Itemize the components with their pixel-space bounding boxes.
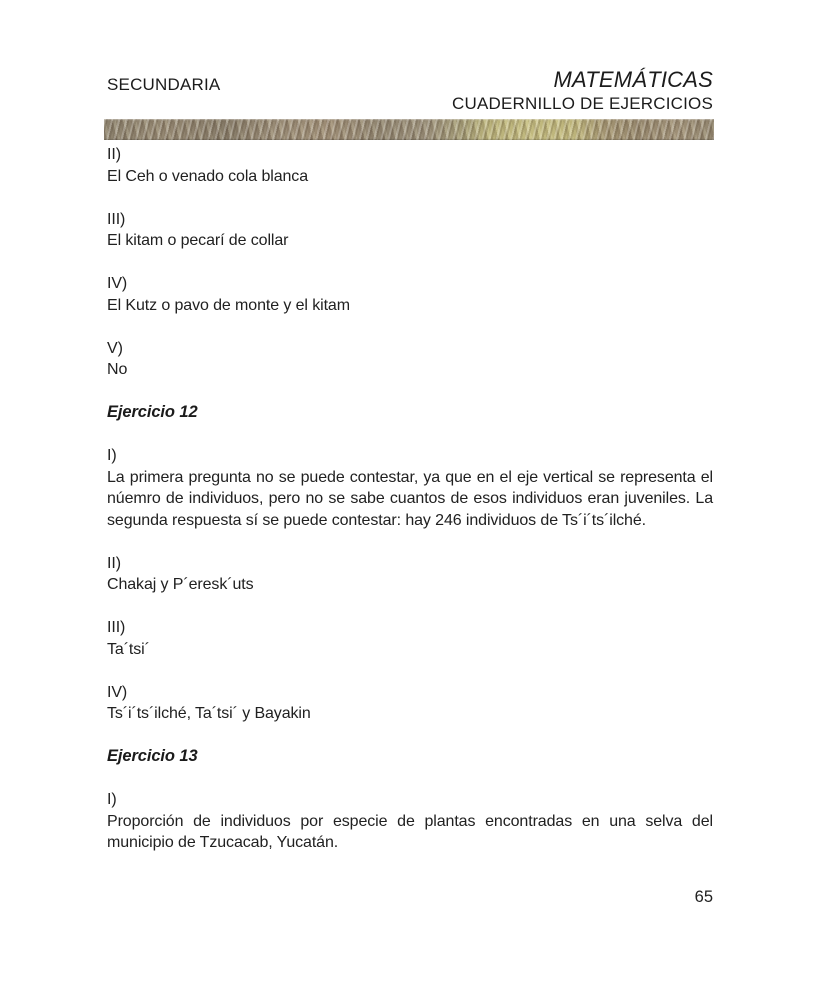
stone-texture-banner bbox=[104, 119, 714, 140]
answer-item-text: El Kutz o pavo de monte y el kitam bbox=[107, 296, 350, 314]
answer-item-label: II) bbox=[107, 554, 121, 572]
answer-item-label: I) bbox=[107, 791, 117, 808]
answer-item-label: IV) bbox=[107, 683, 128, 701]
exercise-13-answer-i bbox=[107, 789, 713, 854]
answer-item-iii bbox=[107, 209, 713, 252]
answer-item-text: Ts´i´ts´ilché, Ta´tsi´ y Bayakin bbox=[107, 705, 311, 722]
exercise-12-heading: Ejercicio 12 bbox=[107, 403, 198, 421]
answer-item-label: V) bbox=[107, 339, 123, 357]
subject-title: MATEMÁTICAS bbox=[553, 67, 713, 92]
answer-item-v bbox=[107, 338, 713, 381]
course-level-title: SECUNDARIA bbox=[107, 75, 221, 94]
answer-item-label: III) bbox=[107, 619, 126, 636]
answer-item-ii bbox=[107, 144, 713, 187]
answer-item-iv bbox=[107, 273, 713, 316]
answer-item-label: III) bbox=[107, 210, 126, 228]
exercise-12-answer-iv bbox=[107, 682, 713, 725]
answer-item-text: No bbox=[107, 361, 128, 378]
answer-item-text: El Ceh o venado cola blanca bbox=[107, 167, 308, 185]
answer-item-text: Ta´tsi´ bbox=[107, 640, 150, 658]
answer-item-label: I) bbox=[107, 447, 117, 464]
answer-item-label: II) bbox=[107, 146, 121, 163]
answer-item-text: Proporción de individuos por especie de plantas encontradas en una selva del municipio de Tzucacab, Yucatán. bbox=[107, 812, 713, 851]
page-header-right bbox=[452, 67, 713, 116]
answer-item-text: Chakaj y P´eresk´uts bbox=[107, 576, 254, 593]
exercise-12-answer-iii bbox=[107, 617, 713, 660]
booklet-title: CUADERNILLO DE EJERCICIOS bbox=[452, 94, 713, 113]
exercise-13-heading: Ejercicio 13 bbox=[107, 747, 198, 765]
exercise-12-answer-i bbox=[107, 445, 713, 531]
page-number: 65 bbox=[694, 888, 713, 906]
answer-item-text: La primera pregunta no se puede contestar, ya que en el eje vertical se representa el núemro de individuos, pero no se sabe cuantos de esos individuos eran juveniles. La segunda respuesta sí se puede contestar: hay 246 individuos de Ts´i´ts´ilché. bbox=[107, 468, 713, 529]
answers-content bbox=[107, 144, 713, 875]
answer-item-text: El kitam o pecarí de collar bbox=[107, 232, 289, 249]
exercise-12-answer-ii bbox=[107, 553, 713, 596]
answer-item-label: IV) bbox=[107, 275, 128, 292]
